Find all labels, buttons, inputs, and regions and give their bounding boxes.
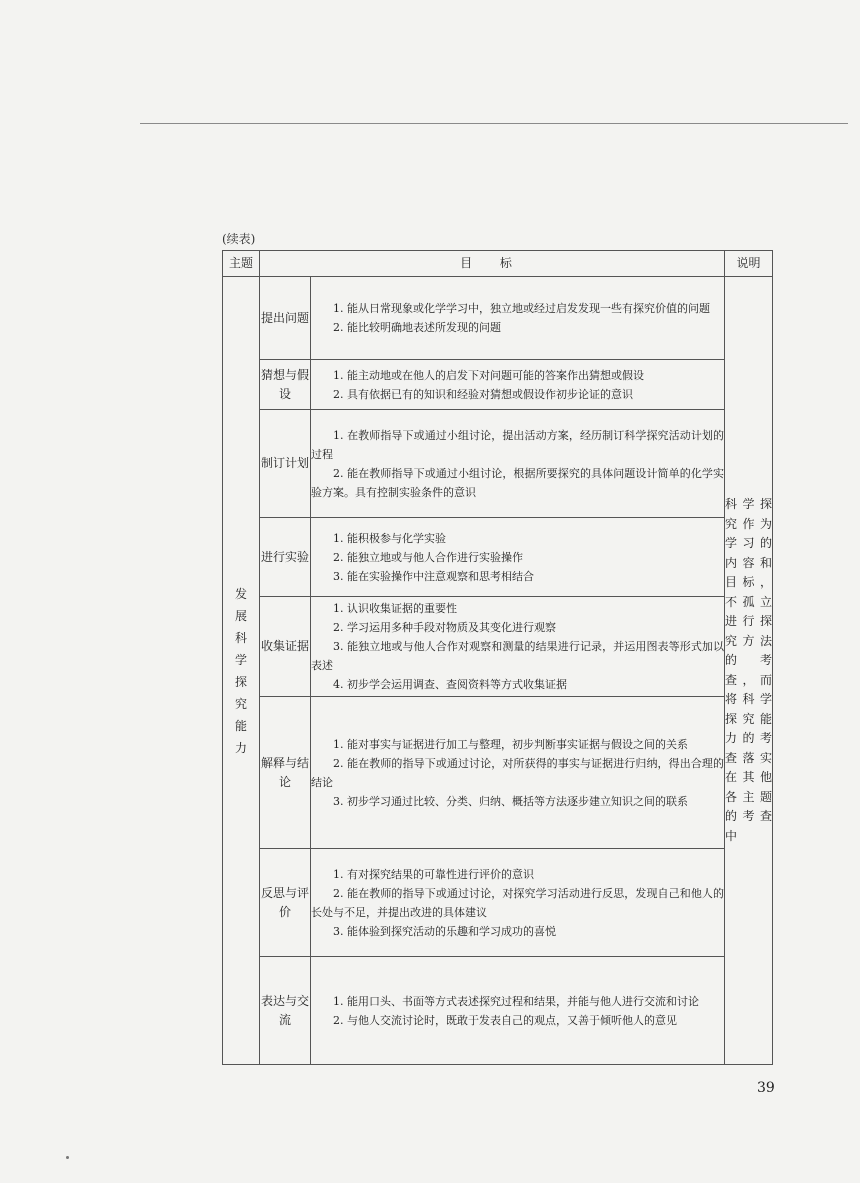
goal-item: 2. 能在教师的指导下或通过讨论，对所获得的事实与证据进行归纳，得出合理的结论 [311, 756, 725, 789]
table-row [223, 410, 773, 518]
goal-cell [311, 597, 725, 697]
subtopic-label: 解释与结论 [260, 697, 311, 849]
goal-cell [311, 957, 725, 1065]
goal-item: 1. 能用口头、书面等方式表述探究过程和结果，并能与他人进行交流和讨论 [333, 994, 699, 1008]
subtopic-label: 表达与交流 [260, 957, 311, 1065]
header-note: 说明 [725, 251, 773, 277]
goal-item: 2. 具有依据已有的知识和经验对猜想或假设作初步论证的意识 [333, 387, 633, 401]
subtopic-label: 制订计划 [260, 410, 311, 518]
goal-cell [311, 360, 725, 410]
theme-char: 发 [234, 586, 247, 601]
goal-item: 3. 能体验到探究活动的乐趣和学习成功的喜悦 [333, 924, 556, 938]
goal-item: 3. 能在实验操作中注意观察和思考相结合 [333, 569, 534, 583]
goal-item: 4. 初步学会运用调查、查阅资料等方式收集证据 [333, 678, 567, 691]
theme-char: 究 [234, 696, 247, 711]
goal-item: 1. 能对事实与证据进行加工与整理，初步判断事实证据与假设之间的关系 [333, 737, 688, 751]
subtopic-label: 提出问题 [260, 277, 311, 360]
table-row [223, 957, 773, 1065]
table-header-row [223, 251, 773, 277]
subtopic-label: 反思与评价 [260, 849, 311, 957]
goal-cell [311, 518, 725, 597]
goal-cell [311, 697, 725, 849]
goal-item: 1. 能从日常现象或化学学习中，独立地或经过启发发现一些有探究价值的问题 [333, 302, 710, 315]
goal-item: 2. 与他人交流讨论时，既敢于发表自己的观点，又善于倾听他人的意见 [333, 1013, 677, 1027]
scan-speck [66, 1156, 69, 1159]
goal-item: 2. 学习运用多种手段对物质及其变化进行观察 [333, 621, 556, 634]
goal-item: 3. 初步学习通过比较、分类、归纳、概括等方法逐步建立知识之间的联系 [333, 794, 688, 808]
theme-char: 展 [234, 608, 247, 623]
subtopic-label: 猜想与假设 [260, 360, 311, 410]
note-cell: 科学探究作为学习的内容和目标，不孤立进行探究方法的考查，而将科学探究能力的考查落实在其他各主题的考查中 [725, 277, 773, 1065]
goal-item: 2. 能在教师指导下或通过小组讨论，根据所要探究的具体问题设计简单的化学实验方案。具有控制实验条件的意识 [311, 466, 725, 499]
goal-item: 2. 能比较明确地表述所发现的问题 [333, 321, 501, 334]
table-row [223, 597, 773, 697]
theme-char: 科 [234, 630, 247, 645]
theme-char: 力 [234, 740, 247, 755]
theme-cell [223, 277, 260, 1065]
goal-item: 1. 能积极参与化学实验 [333, 531, 446, 545]
goal-item: 1. 在教师指导下或通过小组讨论，提出活动方案，经历制订科学探究活动计划的过程 [311, 428, 725, 461]
table-row [223, 849, 773, 957]
goal-item: 1. 认识收集证据的重要性 [333, 602, 457, 615]
page-number: 39 [757, 1080, 775, 1096]
subtopic-label: 进行实验 [260, 518, 311, 597]
goals-table [222, 250, 773, 1065]
continuation-label: (续表) [222, 232, 256, 246]
table-row [223, 518, 773, 597]
goal-cell [311, 277, 725, 360]
goal-item: 1. 能主动地或在他人的启发下对问题可能的答案作出猜想或假设 [333, 368, 644, 382]
header-theme: 主题 [223, 251, 260, 277]
subtopic-label: 收集证据 [260, 597, 311, 697]
header-rule [140, 123, 848, 124]
table-row [223, 277, 773, 360]
theme-char: 探 [234, 674, 247, 689]
table-row [223, 360, 773, 410]
header-goal: 目 标 [260, 251, 725, 277]
goal-item: 3. 能独立地或与他人合作对观察和测量的结果进行记录，并运用图表等形式加以表述 [311, 640, 725, 672]
theme-char: 能 [234, 718, 247, 733]
goal-item: 2. 能独立地或与他人合作进行实验操作 [333, 550, 523, 564]
goal-cell [311, 410, 725, 518]
table-row [223, 697, 773, 849]
goal-cell [311, 849, 725, 957]
goal-item: 1. 有对探究结果的可靠性进行评价的意识 [333, 867, 534, 881]
theme-char: 学 [234, 652, 247, 667]
table-body [223, 277, 773, 1065]
goal-item: 2. 能在教师的指导下或通过讨论，对探究学习活动进行反思，发现自己和他人的长处与不足，并提出改进的具体建议 [311, 886, 725, 919]
